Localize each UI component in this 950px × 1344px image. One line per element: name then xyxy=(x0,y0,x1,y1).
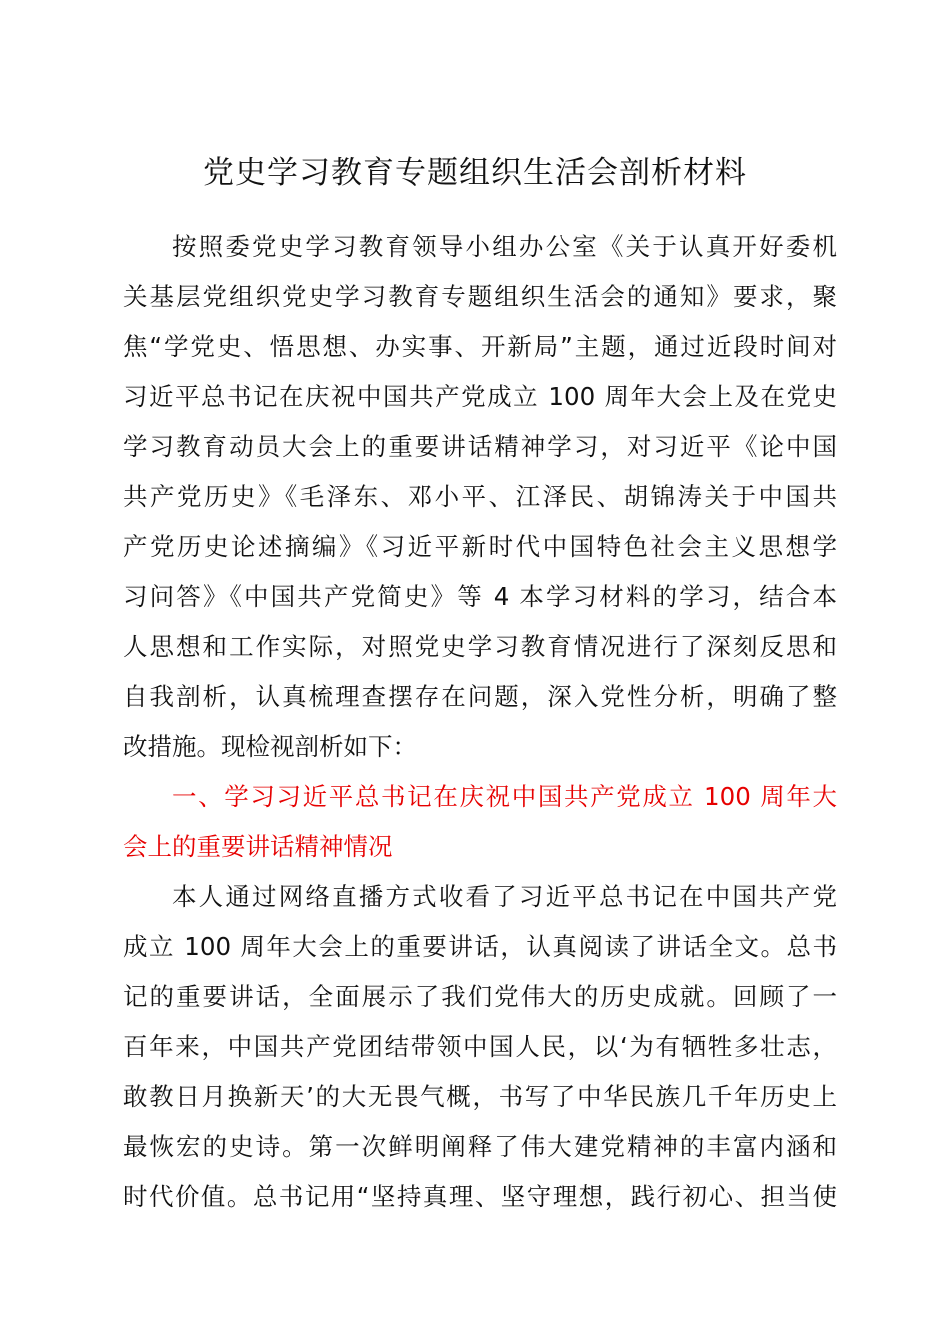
text-line: 自我剖析，认真梳理查摆存在问题，深入党性分析，明确了整 xyxy=(123,682,837,711)
section-paragraph xyxy=(123,872,837,1222)
text-line: 习近平总书记在庆祝中国共产党成立 100 周年大会上及在党史 xyxy=(123,382,837,411)
text-line: 记的重要讲话，全面展示了我们党伟大的历史成就。回顾了一 xyxy=(123,982,837,1011)
text-line: 产党历史论述摘编》《习近平新时代中国特色社会主义思想学 xyxy=(123,532,837,561)
document-body xyxy=(123,222,837,1222)
heading-line: 一、学习习近平总书记在庆祝中国共产党成立 100 周年大 xyxy=(172,782,837,811)
text-line: 时代价值。总书记用“坚持真理、坚守理想，践行初心、担当使 xyxy=(123,1182,837,1211)
intro-paragraph xyxy=(123,222,837,772)
text-line: 敢教日月换新天’的大无畏气概，书写了中华民族几千年历史上 xyxy=(123,1082,837,1111)
text-line: 共产党历史》《毛泽东、邓小平、江泽民、胡锦涛关于中国共 xyxy=(123,482,837,511)
heading-line: 会上的重要讲话精神情况 xyxy=(123,832,393,861)
text-line: 改措施。现检视剖析如下： xyxy=(123,732,417,761)
text-line: 百年来，中国共产党团结带领中国人民，以‘为有牺牲多壮志， xyxy=(123,1032,837,1061)
text-line: 本人通过网络直播方式收看了习近平总书记在中国共产党 xyxy=(172,882,837,911)
document-title: 党史学习教育专题组织生活会剖析材料 xyxy=(203,155,747,191)
text-line: 学习教育动员大会上的重要讲话精神学习，对习近平《论中国 xyxy=(123,432,837,461)
section-heading xyxy=(123,772,837,872)
text-line: 最恢宏的史诗。第一次鲜明阐释了伟大建党精神的丰富内涵和 xyxy=(123,1132,837,1161)
text-line: 习问答》《中国共产党简史》等 4 本学习材料的学习，结合本 xyxy=(123,582,837,611)
text-line: 人思想和工作实际，对照党史学习教育情况进行了深刻反思和 xyxy=(123,632,837,661)
text-line: 关基层党组织党史学习教育专题组织生活会的通知》要求，聚 xyxy=(123,282,837,311)
text-line: 成立 100 周年大会上的重要讲话，认真阅读了讲话全文。总书 xyxy=(123,932,837,961)
text-line: 焦“学党史、悟思想、办实事、开新局”主题，通过近段时间对 xyxy=(123,332,837,361)
text-line: 按照委党史学习教育领导小组办公室《关于认真开好委机 xyxy=(172,232,837,261)
